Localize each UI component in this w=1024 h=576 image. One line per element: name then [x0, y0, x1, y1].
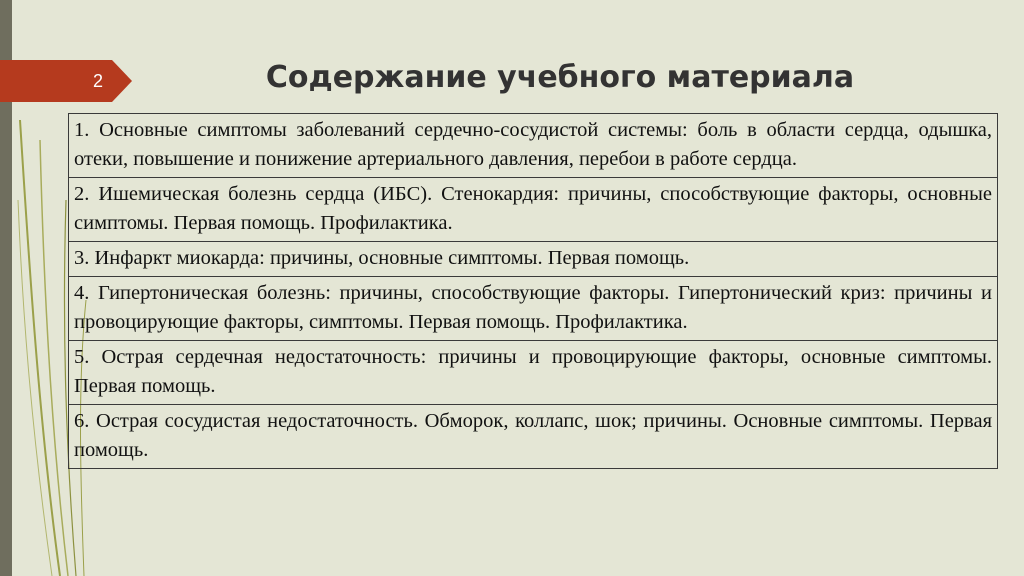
slide-number: 2 — [92, 71, 103, 91]
table-row — [69, 341, 998, 405]
page-title: Содержание учебного материала — [265, 60, 855, 95]
content-table — [68, 113, 998, 469]
table-row — [69, 242, 998, 277]
content-item-4: 4. Гипертоническая болезнь: причины, способствующие факторы. Гипертонический криз: причины и провоцирующие факторы, симптомы. Первая помощь. Профилактика. — [69, 277, 998, 341]
content-item-3: 3. Инфаркт миокарда: причины, основные симптомы. Первая помощь. — [69, 242, 998, 277]
content-item-5: 5. Острая сердечная недостаточность: причины и провоцирующие факторы, основные симптомы. Первая помощь. — [69, 341, 998, 405]
table-row — [69, 405, 998, 469]
table-row — [69, 178, 998, 242]
content-item-6: 6. Острая сосудистая недостаточность. Обморок, коллапс, шок; причины. Основные симптомы. Первая помощь. — [69, 405, 998, 469]
table-row — [69, 114, 998, 178]
content-item-1: 1. Основные симптомы заболеваний сердечно-сосудистой системы: боль в области сердца, одышка, отеки, повышение и понижение артериального давления, перебои в работе сердца. — [69, 114, 998, 178]
table-row — [69, 277, 998, 341]
content-item-2: 2. Ишемическая болезнь сердца (ИБС). Стенокардия: причины, способствующие факторы, основные симптомы. Первая помощь. Профилактика. — [69, 178, 998, 242]
